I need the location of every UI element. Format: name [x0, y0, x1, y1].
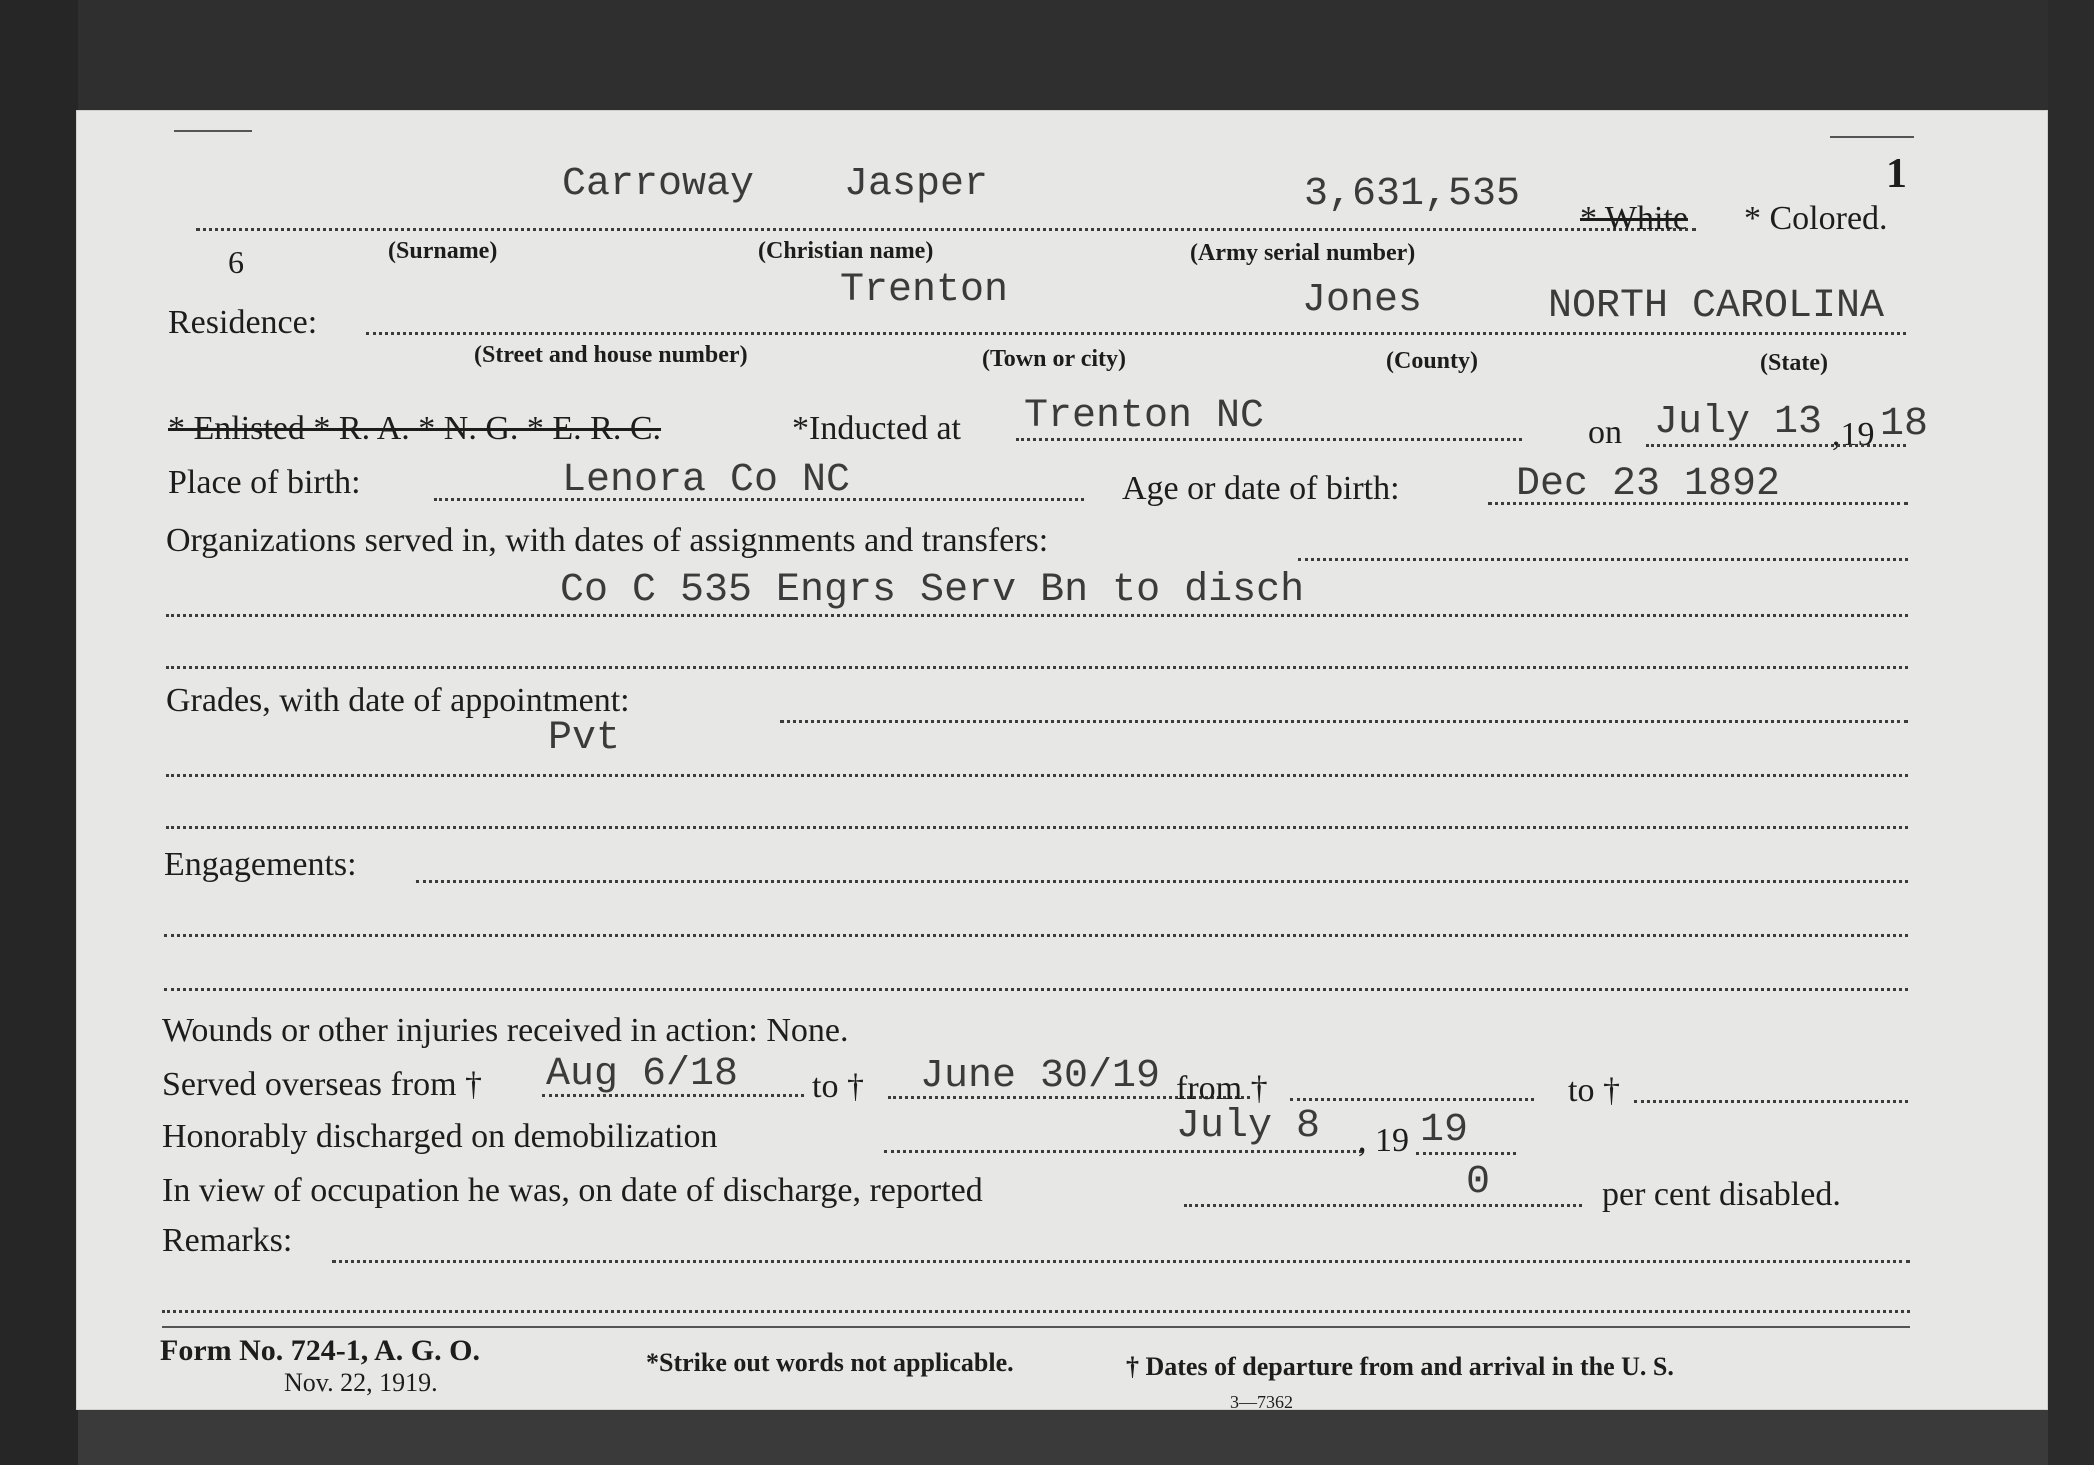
organizations-label: Organizations served in, with dates of assignments and transfers: [166, 522, 1049, 559]
handwritten-mark: 6 [228, 244, 244, 280]
disability-line [1184, 1204, 1582, 1207]
organizations-line-2 [166, 614, 1908, 617]
caption-street: (Street and house number) [474, 342, 748, 368]
scan-background-right [2048, 0, 2094, 1465]
discharge-line [884, 1150, 1362, 1153]
enlistment-struck-options: * Enlisted * R. A. * N. G. * E. R. C. [168, 410, 662, 447]
top-left-rule [174, 130, 252, 132]
discharge-year-prefix: , 19 [1358, 1122, 1409, 1159]
residence-line [366, 332, 1906, 335]
induction-year-prefix: ,19 [1832, 416, 1875, 453]
overseas-to-label: to † [812, 1068, 864, 1105]
caption-surname: (Surname) [388, 238, 498, 264]
caption-serial-number: (Army serial number) [1190, 240, 1416, 266]
overseas-from2-line [1290, 1098, 1534, 1101]
print-code: 3—7362 [1230, 1392, 1293, 1412]
place-of-birth-label: Place of birth: [168, 464, 361, 501]
engagements-line-2 [164, 934, 1908, 937]
caption-county: (County) [1386, 348, 1479, 374]
organizations-entry: Co C 535 Engrs Serv Bn to disch [560, 568, 1305, 613]
inducted-line [1016, 438, 1522, 441]
grades-line-2 [166, 774, 1908, 777]
serial-number-value: 3,631,535 [1304, 172, 1521, 217]
residence-town-value: Trenton [840, 268, 1009, 313]
caption-christian-name: (Christian name) [758, 238, 934, 264]
race-colored-option: * Colored. [1744, 200, 1888, 237]
remarks-label: Remarks: [162, 1222, 293, 1259]
engagements-label: Engagements: [164, 846, 357, 883]
dates-note: † Dates of departure from and arrival in the U. S. [1126, 1352, 1674, 1381]
overseas-from-value: Aug 6/18 [546, 1052, 739, 1097]
remarks-line-1 [332, 1260, 1910, 1263]
on-label: on [1588, 414, 1622, 451]
date-of-birth-label: Age or date of birth: [1122, 470, 1400, 507]
footer-rule [162, 1326, 1910, 1328]
strike-note: *Strike out words not applicable. [646, 1348, 1014, 1377]
induction-date-line [1646, 444, 1906, 447]
residence-label: Residence: [168, 304, 318, 341]
overseas-from2-label: from † [1176, 1070, 1268, 1107]
inducted-at-label: *Inducted at [792, 410, 961, 447]
organizations-line-3 [166, 666, 1908, 669]
residence-state-value: NORTH CAROLINA [1548, 284, 1885, 329]
date-of-birth-value: Dec 23 1892 [1516, 462, 1781, 507]
page-number: 1 [1886, 151, 1907, 197]
christian-name-value: Jasper [844, 162, 989, 207]
disability-suffix: per cent disabled. [1602, 1176, 1841, 1213]
form-number: Form No. 724-1, A. G. O. [160, 1334, 480, 1367]
top-right-rule [1830, 136, 1914, 138]
disability-value: 0 [1466, 1160, 1491, 1205]
place-of-birth-value: Lenora Co NC [562, 458, 851, 503]
disability-label: In view of occupation he was, on date of discharge, reported [162, 1172, 983, 1209]
discharge-year-value: 19 [1420, 1108, 1469, 1153]
race-white-option: * White [1580, 200, 1688, 237]
induction-date-value: July 13 [1654, 400, 1823, 445]
surname-value: Carroway [562, 162, 755, 207]
place-of-birth-line [434, 498, 1084, 501]
discharge-year-line [1416, 1152, 1516, 1155]
overseas-to2-line [1634, 1100, 1908, 1103]
overseas-to-value: June 30/19 [920, 1054, 1161, 1099]
grades-entry: Pvt [548, 716, 621, 761]
grades-line-1 [780, 720, 1908, 723]
overseas-from-line [542, 1094, 804, 1097]
grades-label: Grades, with date of appointment: [166, 682, 630, 719]
form-date: Nov. 22, 1919. [284, 1368, 438, 1397]
caption-state: (State) [1760, 350, 1828, 376]
date-of-birth-line [1488, 502, 1908, 505]
discharge-label: Honorably discharged on demobilization [162, 1118, 718, 1155]
organizations-line-1 [1298, 558, 1908, 561]
remarks-line-2 [162, 1310, 1910, 1313]
engagements-line-3 [164, 988, 1908, 991]
discharge-date-value: July 8 [1176, 1104, 1321, 1149]
service-record-card [76, 110, 2048, 1410]
overseas-label: Served overseas from † [162, 1066, 483, 1103]
scan-background-top [0, 0, 2094, 110]
caption-town: (Town or city) [982, 346, 1126, 372]
overseas-to2-label: to † [1568, 1072, 1620, 1109]
induction-year-value: 18 [1880, 402, 1929, 447]
grades-line-3 [166, 826, 1908, 829]
wounds-text: Wounds or other injuries received in action: None. [162, 1012, 849, 1049]
residence-county-value: Jones [1302, 278, 1423, 323]
scan-background-left [0, 0, 78, 1465]
name-line [196, 228, 1696, 231]
engagements-line-1 [416, 880, 1908, 883]
inducted-place-value: Trenton NC [1024, 394, 1265, 439]
